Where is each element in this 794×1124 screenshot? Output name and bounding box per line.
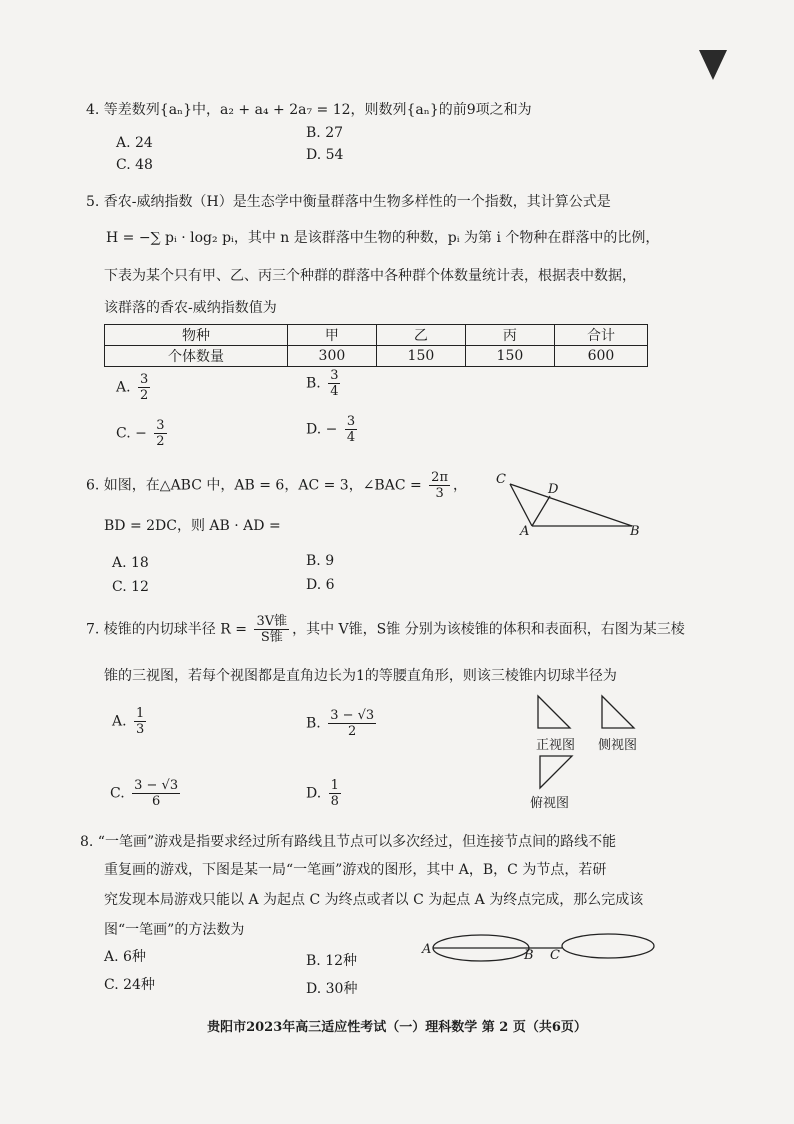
table-header-cell: 丙 — [465, 325, 554, 346]
option-letter: B. — [306, 375, 321, 392]
numerator: 3 — [346, 414, 356, 429]
fraction — [132, 778, 180, 809]
q7-stem-text: 7. 棱锥的内切球半径 R = — [86, 621, 247, 638]
fraction — [328, 708, 376, 739]
q4-option-a: A. 24 — [116, 135, 153, 151]
q5-option-c — [116, 418, 170, 449]
denominator: 2 — [140, 388, 149, 403]
numerator: 1 — [136, 706, 145, 721]
q5-line-4: 该群落的香农-威纳指数值为 — [104, 300, 277, 316]
numerator: 3V锥 — [256, 614, 288, 629]
q5-line-2: H = −∑ pᵢ · log₂ pᵢ，其中 n 是该群落中生物的种数，pᵢ 为第 i 个物种在群落中的比例， — [106, 230, 660, 246]
q7-stem-text: ，其中 V锥，S锥 分别为该棱锥的体积和表面积，右图为某三棱 — [292, 621, 685, 638]
table-cell: 300 — [287, 346, 376, 367]
q4-option-c: C. 48 — [116, 157, 153, 173]
q7-option-b — [306, 708, 379, 739]
corner-mark-icon — [699, 50, 727, 80]
q6-option-b: B. 9 — [306, 553, 335, 569]
numerator: 3 — [330, 368, 339, 383]
option-letter: B. — [306, 715, 321, 732]
top-view-label: 俯视图 — [530, 796, 570, 811]
table-cell: 个体数量 — [105, 346, 288, 367]
q8-option-a: A. 6种 — [104, 949, 146, 965]
q6-option-d: D. 6 — [306, 577, 335, 593]
fraction — [345, 414, 357, 445]
denominator: 6 — [151, 794, 161, 809]
numerator: 3 — [156, 418, 165, 433]
q5-option-d — [306, 414, 360, 445]
option-letter: A. — [112, 713, 127, 730]
node-b-label: B — [524, 948, 534, 963]
option-letter: C. − — [116, 425, 147, 442]
table-row — [105, 346, 648, 367]
option-letter: D. — [306, 785, 322, 802]
table-header-cell: 合计 — [554, 325, 647, 346]
denominator: 4 — [330, 384, 339, 399]
vertex-a-label: A — [520, 524, 530, 539]
fraction — [329, 778, 341, 809]
q5-option-b — [306, 368, 343, 399]
q4-stem: 4. 等差数列{aₙ}中，a₂ + a₄ + 2a₇ = 12，则数列{aₙ}的前9项之和为 — [86, 102, 532, 118]
fraction — [134, 706, 146, 737]
q8-option-d: D. 30种 — [306, 981, 358, 997]
fraction — [254, 614, 289, 645]
q6-option-c: C. 12 — [112, 579, 149, 595]
vertex-c-label: C — [496, 472, 506, 487]
table-header-row — [105, 325, 648, 346]
numerator: 2π — [431, 470, 448, 485]
q8-line-3: 究发现本局游戏只能以 A 为起点 C 为终点或者以 C 为起点 A 为终点完成，那么完成该 — [104, 892, 644, 908]
node-c-label: C — [550, 948, 560, 963]
numerator: 1 — [330, 778, 339, 793]
denominator: 3 — [136, 722, 145, 737]
denominator: 3 — [435, 486, 444, 501]
denominator: 8 — [330, 794, 339, 809]
table-header-cell: 乙 — [376, 325, 465, 346]
option-letter: A. — [116, 379, 131, 396]
q8-option-c: C. 24种 — [104, 977, 155, 993]
fraction — [328, 368, 340, 399]
q6-line-1: 6. 如图，在△ABC 中，AB = 6，AC = 3，∠BAC = $\frac{2\pi}{3}$ ， — [86, 470, 467, 501]
q5-line-1: 5. 香农-威纳指数（H）是生态学中衡量群落中生物多样性的一个指数，其计算公式是 — [86, 194, 611, 210]
q8-option-b: B. 12种 — [306, 953, 358, 969]
q8-line-1: 8. “一笔画”游戏是指要求经过所有路线且节点可以多次经过，但连接节点间的路线不能 — [80, 834, 617, 850]
denominator: 2 — [156, 434, 165, 449]
fraction — [138, 372, 150, 403]
q4-option-b: B. 27 — [306, 125, 344, 141]
denominator: 4 — [346, 430, 356, 445]
table-cell: 150 — [465, 346, 554, 367]
q7-option-c — [110, 778, 183, 809]
q7-option-d — [306, 778, 344, 809]
front-view-label: 正视图 — [536, 738, 576, 753]
q7-line-2: 锥的三视图，若每个视图都是直角边长为1的等腰直角形，则该三棱锥内切球半径为 — [104, 668, 617, 684]
q4-option-d: D. 54 — [306, 147, 344, 163]
denominator: S锥 — [260, 630, 283, 645]
fraction — [154, 418, 166, 449]
q7-option-a — [112, 706, 149, 737]
q7-line-1 — [86, 614, 685, 645]
option-letter: C. — [110, 785, 125, 802]
q8-line-2: 重复画的游戏，下图是某一局“一笔画”游戏的图形，其中 A，B，C 为节点，若研 — [104, 862, 607, 878]
vertex-b-label: B — [630, 524, 640, 539]
species-table — [104, 324, 648, 367]
table-header-cell: 甲 — [287, 325, 376, 346]
table-header-cell: 物种 — [105, 325, 288, 346]
q5-line-3: 下表为某个只有甲、乙、丙三个种群的群落中各种群个体数量统计表，根据表中数据， — [104, 268, 636, 284]
q6-line-2: BD = 2DC，则 AB · AD = — [104, 518, 281, 534]
numerator: 3 − √3 — [134, 778, 179, 793]
page-footer: 贵阳市2023年高三适应性考试（一）理科数学 第 2 页（共6页） — [207, 1020, 587, 1035]
triangle-abc-figure — [494, 470, 644, 542]
q8-line-4: 图“一笔画”的方法数为 — [104, 922, 245, 938]
denominator: 2 — [348, 724, 357, 739]
node-a-label: A — [422, 942, 432, 957]
table-cell: 150 — [376, 346, 465, 367]
q6-stem-text: 6. 如图，在△ABC 中，AB = 6，AC = 3，∠BAC = — [86, 477, 422, 494]
numerator: 3 — [140, 372, 149, 387]
numerator: 3 − √3 — [330, 708, 375, 723]
table-cell: 600 — [554, 346, 647, 367]
option-letter: D. − — [306, 421, 338, 438]
fraction — [429, 470, 450, 501]
q6-option-a: A. 18 — [112, 555, 149, 571]
q5-option-a — [116, 372, 153, 403]
point-d-label: D — [548, 482, 559, 497]
side-view-label: 侧视图 — [598, 738, 638, 753]
